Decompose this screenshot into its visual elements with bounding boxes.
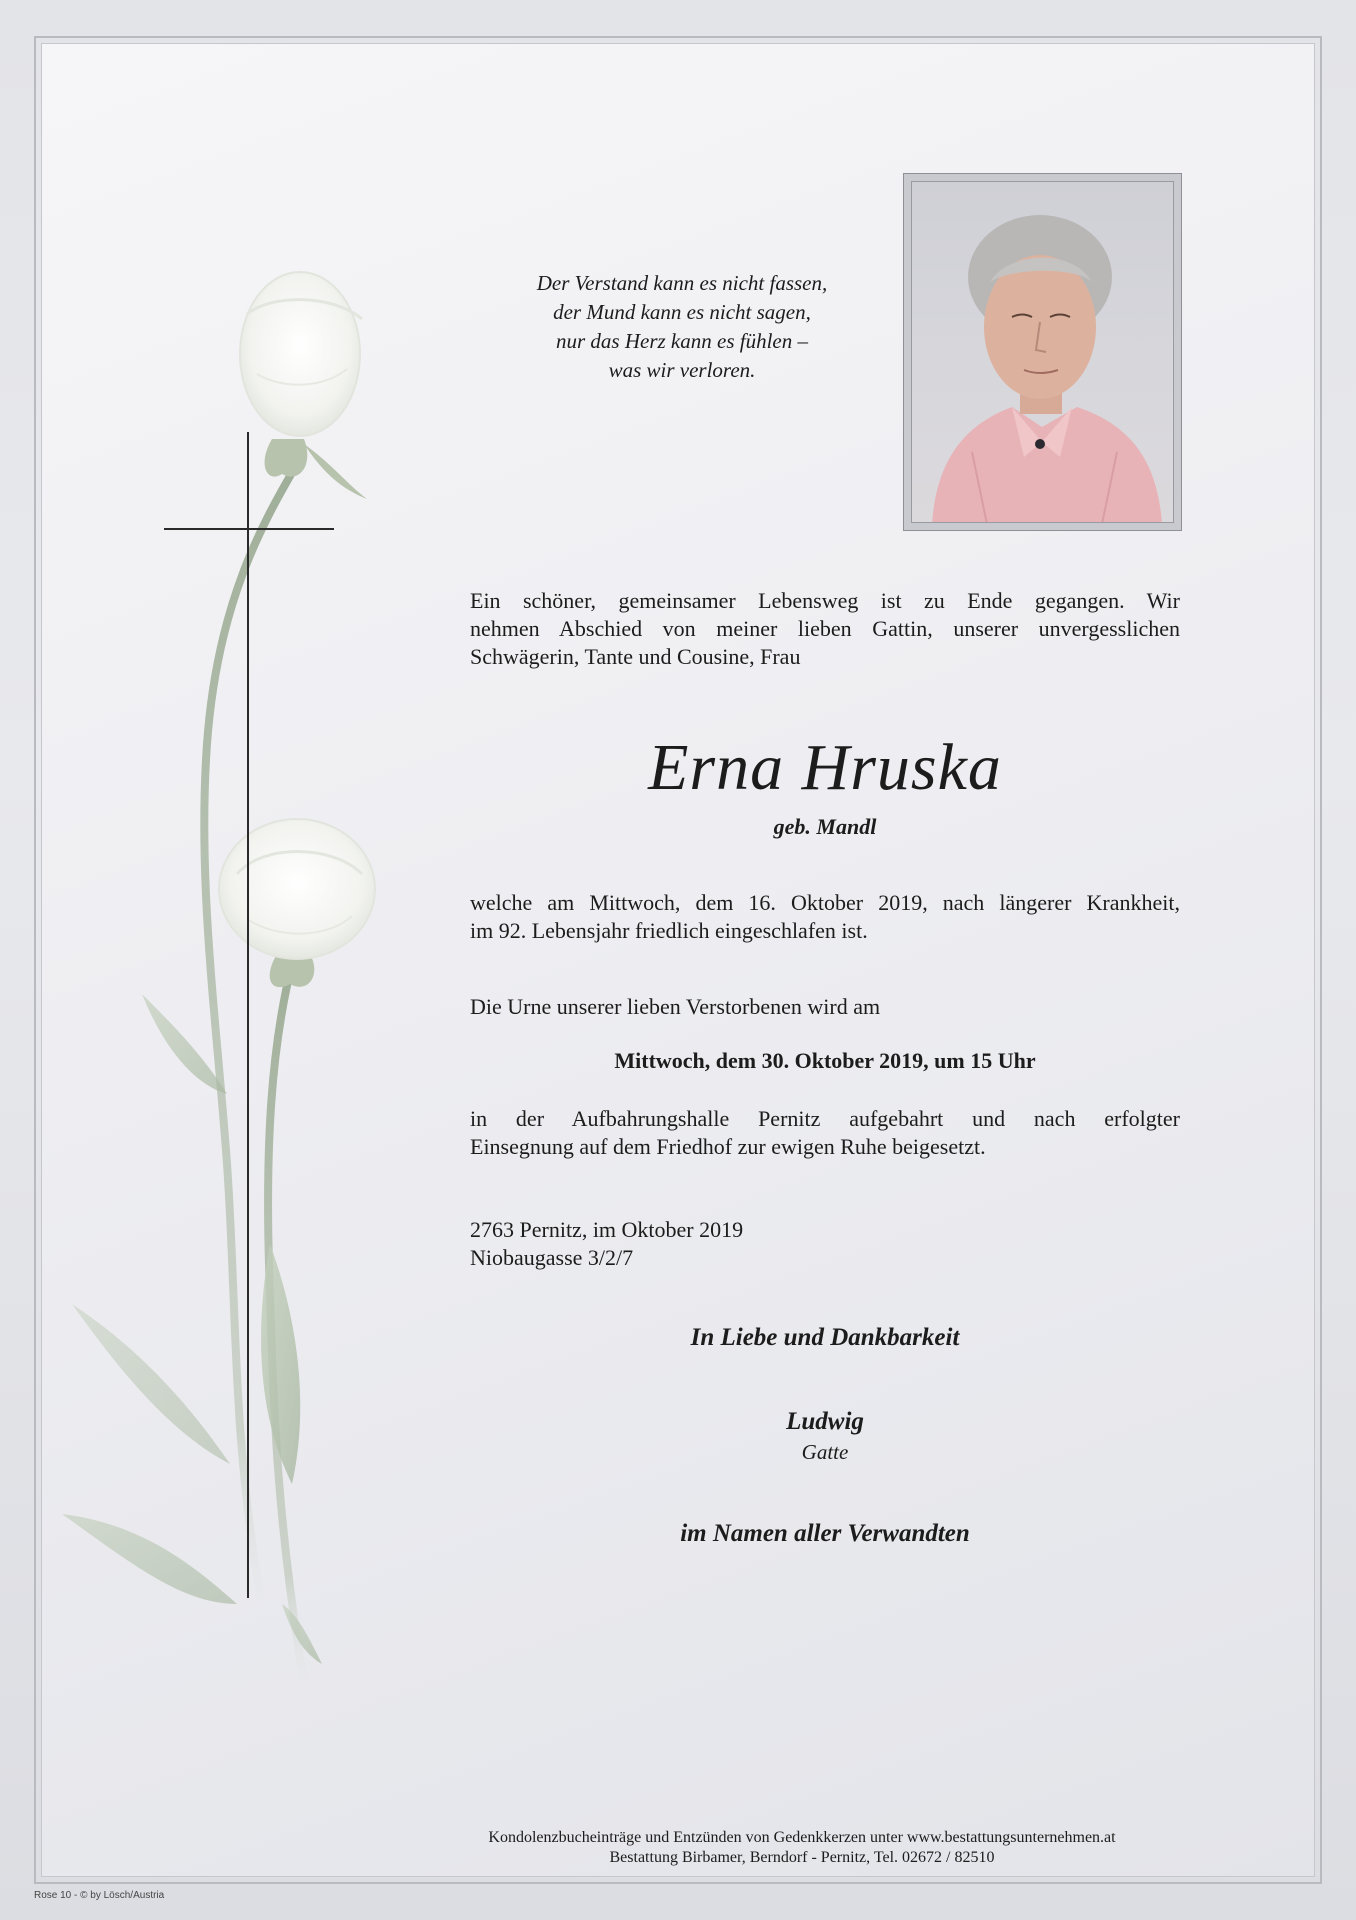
mourner-name: Ludwig (786, 1408, 864, 1435)
cross-icon (247, 432, 249, 1598)
quote-line: nur das Herz kann es fühlen – (556, 329, 808, 353)
death-line: welche am Mittwoch, dem 16. Oktober 2019, nach längerer Krankheit, (470, 890, 1180, 915)
footer-contact-line: Bestattung Birbamer, Berndorf - Pernitz, Tel. 02672 / 82510 (609, 1849, 995, 1866)
white-rose-illustration (42, 44, 462, 1877)
portrait-photo (911, 181, 1174, 523)
cross-icon-bar (164, 528, 334, 530)
ceremony-date: Mittwoch, dem 30. Oktober 2019, um 15 Uhr (614, 1048, 1036, 1073)
design-credit: Rose 10 - © by Lösch/Austria (34, 1890, 165, 1901)
address-block (470, 1216, 1180, 1272)
closing-phrase: In Liebe und Dankbarkeit (690, 1324, 960, 1351)
on-behalf-phrase: im Namen aller Verwandten (680, 1520, 970, 1547)
mourner-role: Gatte (801, 1440, 849, 1464)
ceremony-line: Einsegnung auf dem Friedhof zur ewigen Ruhe beigesetzt. (470, 1134, 986, 1159)
intro-line: nehmen Abschied von meiner lieben Gattin, unserer unvergesslichen (470, 616, 1180, 641)
ceremony-line: in der Aufbahrungshalle Pernitz aufgebahrt und nach erfolgter (470, 1106, 1180, 1131)
death-paragraph (470, 889, 1180, 945)
address-line: Niobaugasse 3/2/7 (470, 1245, 634, 1270)
portrait-frame (903, 173, 1182, 531)
ceremony-intro: Die Urne unserer lieben Verstorbenen wird am (470, 994, 881, 1019)
death-line: im 92. Lebensjahr friedlich eingeschlafen ist. (470, 918, 868, 943)
birth-name: geb. Mandl (773, 814, 877, 839)
death-notice-card (41, 43, 1315, 1877)
footer-condolence-line: Kondolenzbucheinträge und Entzünden von Gedenkkerzen unter www.bestattungsunternehmen.at (488, 1829, 1116, 1846)
quote-line: Der Verstand kann es nicht fassen, (536, 271, 828, 295)
quote-line: was wir verloren. (608, 358, 756, 382)
quote-line: der Mund kann es nicht sagen, (553, 300, 811, 324)
deceased-name: Erna Hruska (648, 731, 1002, 804)
intro-line: Ein schöner, gemeinsamer Lebensweg ist zu Ende gegangen. Wir (470, 588, 1180, 613)
ceremony-details (470, 1105, 1180, 1161)
intro-paragraph (470, 587, 1180, 671)
memorial-quote (472, 269, 892, 385)
intro-line: Schwägerin, Tante und Cousine, Frau (470, 644, 801, 669)
portrait-illustration (912, 182, 1174, 523)
address-line: 2763 Pernitz, im Oktober 2019 (470, 1217, 744, 1242)
footer (302, 1828, 1302, 1868)
